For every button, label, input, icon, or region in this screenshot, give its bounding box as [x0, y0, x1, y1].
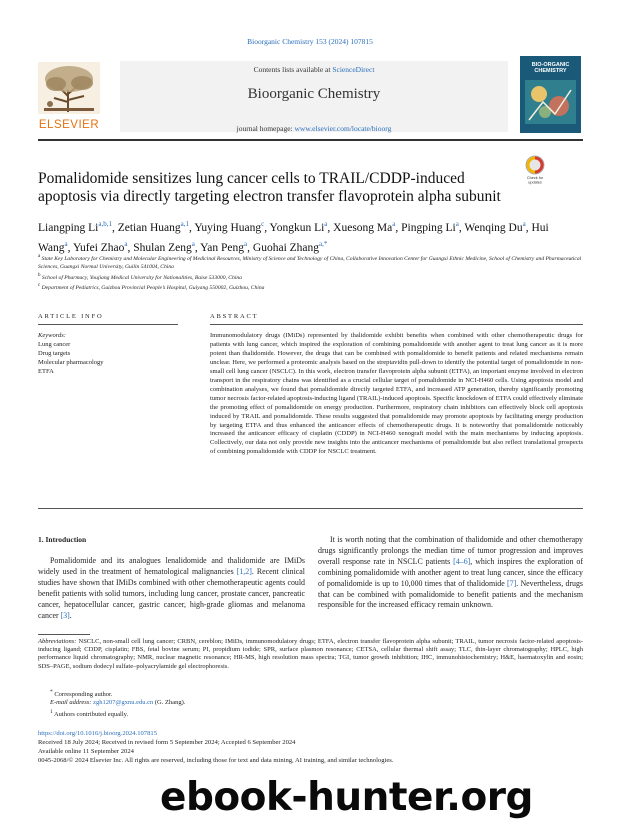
author-affiliation-mark[interactable]: a	[455, 220, 459, 228]
email-link[interactable]: zgh1207@gxnu.edu.cn	[93, 699, 154, 707]
keyword-item: ETFA	[38, 367, 54, 375]
watermark-text: ebook-hunter.org	[160, 775, 533, 820]
author-separator: ,	[111, 221, 118, 234]
affiliation-text: School of Pharmacy, Youjiang Medical University for Nationalities, Baise 533000, China	[41, 274, 242, 281]
author-separator: ,	[67, 241, 73, 254]
author-affiliation-mark[interactable]: a,*	[319, 239, 328, 248]
cover-image-icon	[525, 80, 576, 124]
equal-text: Authors contributed equally.	[52, 710, 129, 718]
author-list	[38, 216, 583, 256]
author-separator: ,	[327, 221, 334, 234]
footnote-rule	[38, 634, 90, 635]
equal-contribution-note	[50, 708, 185, 719]
citation-link[interactable]: [7]	[507, 578, 517, 588]
corresponding-author-note	[50, 688, 185, 699]
homepage-prefix: journal homepage:	[236, 124, 295, 133]
author-footnotes	[50, 688, 185, 719]
author-name[interactable]: Guohai Zhang	[252, 241, 320, 254]
doi-link[interactable]: https://doi.org/10.1016/j.bioorg.2024.107815	[38, 730, 157, 737]
citation-link[interactable]: [4–6]	[453, 556, 471, 566]
author-name[interactable]: Yongkun Li	[269, 221, 325, 234]
affiliation-mark: b	[38, 272, 41, 278]
citation-link[interactable]: [3]	[60, 610, 70, 620]
author-affiliation-mark[interactable]: a	[64, 239, 68, 248]
author-separator: ,	[127, 241, 134, 254]
check-updates-text-2: updates	[528, 180, 542, 185]
affiliation-item	[38, 253, 583, 272]
contents-line	[120, 65, 508, 74]
corr-text: Corresponding author.	[52, 691, 113, 699]
cover-title-line-2: CHEMISTRY	[534, 68, 567, 74]
keywords-list	[38, 341, 104, 377]
available-online: Available online 11 September 2024	[38, 748, 134, 755]
affiliations	[38, 253, 583, 293]
keyword-item: Molecular pharmacology	[38, 358, 104, 366]
author-separator: ,	[525, 221, 532, 234]
received-dates: Received 18 July 2024; Received in revised form 5 September 2024; Accepted 6 September 2024	[38, 739, 296, 746]
author-affiliation-mark[interactable]: a	[191, 239, 195, 248]
intro-paragraph-1	[38, 556, 305, 621]
header-rule	[38, 139, 583, 141]
author-affiliation-mark[interactable]: a	[522, 220, 526, 228]
homepage-link[interactable]: www.elsevier.com/locate/bioorg	[294, 124, 392, 133]
author-name[interactable]: Yuying Huang	[194, 221, 262, 234]
intro-text: Pomalidomide and its analogues lenalidomide and thalidomide are IMiDs widely used in the treatment of hematological malignancies	[38, 556, 305, 576]
publication-info	[38, 729, 394, 765]
author-separator: ,	[247, 241, 253, 254]
author-name[interactable]: Hui Wang	[38, 221, 549, 254]
intro-text: . Recent clinical studies have shown that IMiDs combined with other chemotherapeutic agents could benefit patients with solid tumors, including lung cancer, prostate cancer, pancreatic cancer, hepatocellular cancer, gastric cancer, high-grade gliomas and melanoma cancer	[38, 566, 305, 620]
affiliation-item	[38, 272, 583, 282]
author-name[interactable]: Zetian Huang	[117, 221, 181, 234]
author-affiliation-mark[interactable]: c	[261, 220, 265, 228]
cover-title-line-1: BIO-ORGANIC	[531, 62, 570, 68]
author-separator: ,	[395, 221, 402, 234]
citation-link[interactable]: [1,2]	[236, 566, 252, 576]
keyword-item: Lung cancer	[38, 341, 71, 348]
journal-reference[interactable]: Bioorganic Chemistry 153 (2024) 107815	[247, 37, 373, 46]
author-name[interactable]: Shulan Zeng	[133, 241, 192, 254]
abbreviations-label: Abbreviations:	[38, 638, 77, 645]
check-updates-text-1: Check for	[526, 176, 544, 180]
author-separator: ,	[264, 221, 270, 234]
author-name[interactable]: Wenqing Du	[464, 221, 523, 234]
article-info-rule	[38, 324, 178, 325]
abstract-bottom-rule	[38, 508, 583, 509]
abbreviations-footnote	[38, 638, 583, 671]
affiliation-text: State Key Laboratory for Chemistry and Molecular Engineering of Medicinal Resources, Ministry of Science and Technology of China, Collaborative Innovation Center for Guangxi Ethnic Medicine, School of Chemistry and Pharmaceutical Sciences, Guangxi Normal University, Guilin 541004, China	[38, 255, 582, 271]
email-note	[50, 699, 185, 707]
email-name: (G. Zhang).	[153, 699, 186, 707]
article-info-heading: ARTICLE INFO	[38, 313, 104, 320]
author-separator: ,	[194, 241, 201, 254]
author-name[interactable]: Yufei Zhao	[72, 241, 125, 254]
author-name[interactable]: Xuesong Ma	[333, 221, 393, 234]
publisher-wordmark: ELSEVIER	[38, 119, 100, 131]
email-label: E-mail address:	[50, 699, 92, 707]
intro-text: It is worth noting that the combination of thalidomide and other chemotherapy drugs significantly prolongs the median time of tumor progression and improves overall response rate in NSCLC patients	[318, 535, 583, 566]
homepage-line	[120, 124, 508, 133]
equal-mark: 1	[50, 708, 53, 715]
keywords-label: Keywords:	[38, 332, 66, 339]
introduction-heading: 1. Introduction	[38, 535, 87, 544]
intro-text: . Nevertheless, drugs that can be combined with pomalidomide to benefit patients and the mechanism responsible for the increased efficacy remain unknown.	[318, 578, 583, 610]
author-separator: ,	[189, 221, 195, 234]
article-title: Pomalidomide sensitizes lung cancer cells to TRAIL/CDDP-induced apoptosis via directly targeting electron transfer flavoprotein alpha subunit	[38, 170, 501, 205]
intro-text: , which inspires the exploration of combining pomalidomide with another agent to treat lung cancer, since the efficacy of pomalidomide is up to 10,000 times that of thalidomide	[318, 556, 583, 588]
intro-text: .	[69, 610, 72, 620]
copyright-line: 0045-2068/© 2024 Elsevier Inc. All rights are reserved, including those for text and data mining, AI training, and similar technologies.	[38, 757, 394, 764]
intro-paragraph-2	[318, 535, 583, 611]
affiliation-item	[38, 282, 583, 292]
author-affiliation-mark[interactable]: a,1	[180, 220, 190, 228]
author-affiliation-mark[interactable]: a	[244, 239, 248, 248]
journal-name: Bioorganic Chemistry	[247, 86, 381, 102]
corr-mark: *	[50, 689, 53, 695]
author-affiliation-mark[interactable]: a	[124, 239, 128, 248]
abstract-heading: ABSTRACT	[210, 313, 259, 320]
abstract-text: Immunomodulatory drugs (IMiDs) represented by thalidomide exhibit benefits when combined with other chemotherapeutic drugs for patients with lung cancer, which inspired the exploration of combining pomalidomide with another agent to treat lung cancer as it is more potent than thalidomide. However, the drugs that can be combined with pomalidomide to benefit patients and related mechanisms remain unclear. Here, we performed a proteomic analysis based on the streptavidin pull-down to identify the potential target of pomalidomide in non-small cell lung cancer (NSCLC). In this work, electron transfer flavoprotein alpha subunit (ETFA), an important enzyme involved in electron transport in the respiratory chains was identified as a crucial cellular target of pomalidomide in NCI-H460 cells. Using apoptosis model and combination analyses, we found that pomalidomide directly targeted ETFA, and increased ATP generation, thereby significantly promoting tumor necrosis factor-related apoptosis-inducing ligand (TRAIL)-induced apoptosis. Specific knockdown of ETFA could effectively eliminate the promoting effect of pomalidomide on energy production. Furthermore, respiratory chain inhibitors can effectively block cell apoptosis induced by TRAIL and pomalidomide. These results suggested that pomalidomide may promote apoptosis by facilitating energy production by targeting ETFA and thus enhanced the anticancer effects of chemotherapeutic drugs. It is noteworthy that pomalidomide noticeably increased the anticancer efficacy of cisplatin (CDDP) in NCI-H460 xenograft model with the main mechanisms by inducing apoptosis. Collectively, our data not only provide new insights into the anticancer mechanisms of pomalidomide but also reflect translational prospects of combining pomalidomide with CDDP for NSCLC treatment.	[210, 332, 583, 456]
author-name[interactable]: Liangping Li	[38, 221, 99, 234]
author-affiliation-mark[interactable]: a	[392, 220, 396, 228]
journal-cover-thumbnail[interactable]	[520, 56, 581, 133]
author-affiliation-mark[interactable]: a,b,1	[98, 220, 112, 228]
sciencedirect-link[interactable]: ScienceDirect	[332, 65, 375, 74]
affiliation-mark: c	[38, 283, 41, 289]
check-for-updates-badge[interactable]	[522, 155, 548, 185]
author-separator: ,	[458, 221, 465, 234]
author-affiliation-mark[interactable]: a	[324, 220, 328, 228]
abbreviations-text: NSCLC, non-small cell lung cancer; CRBN, cereblon; IMiDs, immunomodulatory drugs; ETFA, electron transfer flavoprotein alpha subunit; TRAIL, tumor necrosis factor-related apoptosis-inducing ligand; CDDP, cisplatin; FBS, fetal bovine serum; PI, propidium iodide; SPR, surface plasmon resonance; CETSA, cellular thermal shift assay; TLC, thin-layer chromatography; HPLC, high performance liquid chromatography; NMR, nuclear magnetic resonance; HR-MS, high resolution mass spectra; TGI, tumor growth inhibition; IHC, immunohistochemistry; H&E, haematoxylin and eosin; SDS–PAGE, sodium dodecyl sulfate–polyacrylamide gel electrophoresis.	[38, 638, 583, 670]
check-updates-icon	[522, 155, 548, 185]
contents-prefix: Contents lists available at	[253, 65, 333, 74]
keyword-item: Drug targets	[38, 349, 71, 357]
author-name[interactable]: Yan Peng	[200, 241, 245, 254]
elsevier-tree-logo-icon	[38, 62, 100, 114]
watermark	[160, 775, 610, 825]
author-name[interactable]: Pingping Li	[401, 221, 456, 234]
abstract-rule	[210, 324, 583, 325]
affiliation-mark: a	[38, 254, 41, 259]
affiliation-text: Department of Pediatrics, Guizhou Provincial People’s Hospital, Guiyang 550002, Guizhou, China	[41, 285, 265, 292]
